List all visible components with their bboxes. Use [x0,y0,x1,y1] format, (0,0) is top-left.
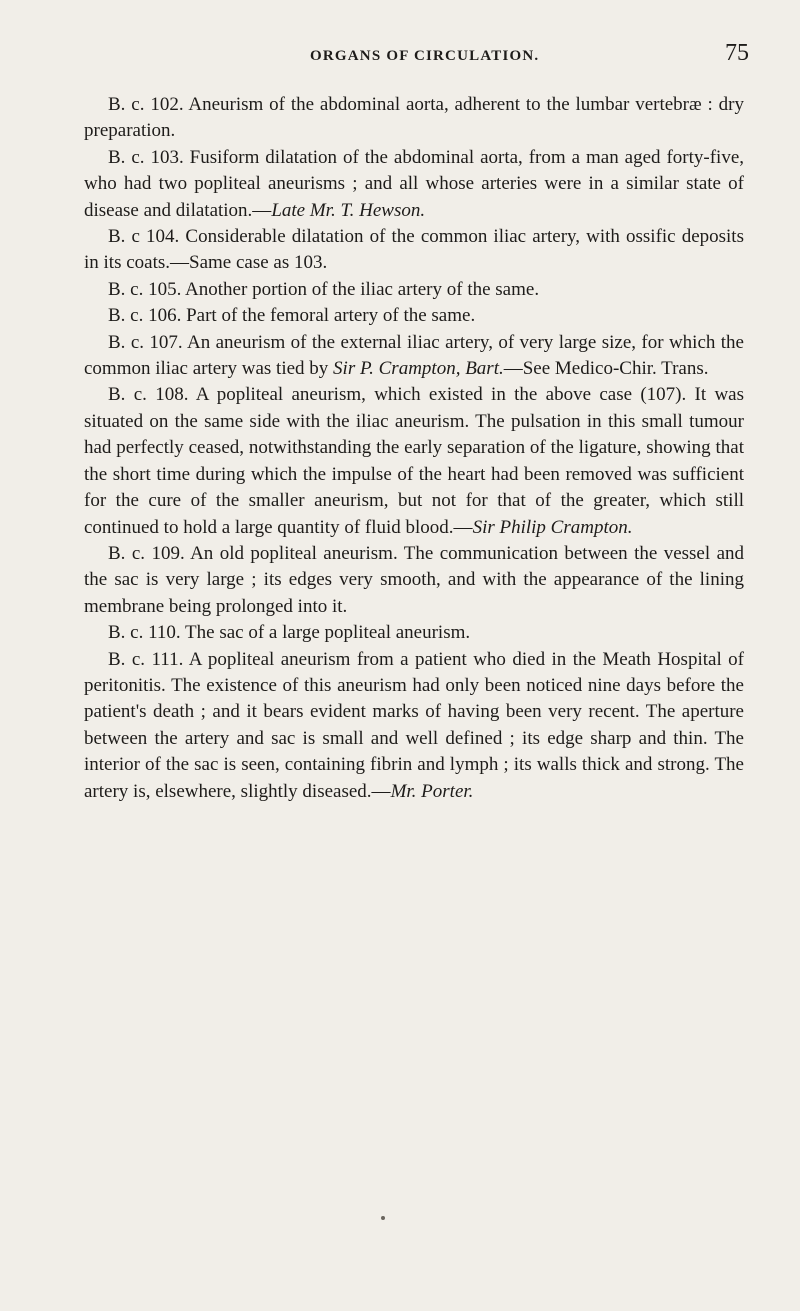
entry-attribution: Sir P. Crampton, Bart. [333,358,504,380]
catalogue-entry-107 [84,330,744,383]
catalogue-entry-102 [84,92,744,145]
catalogue-entry-109 [84,541,744,620]
catalogue-entry-111 [84,647,744,805]
entry-text: B. c. 105. Another portion of the iliac artery of the same. [108,278,540,300]
entry-text: B. c. 102. Aneurism of the abdominal aorta, adherent to the lumbar vertebræ : dry preparation. [84,94,744,142]
catalogue-entry-106 [84,303,744,329]
catalogue-entry-103 [84,145,744,224]
ink-speck [381,1216,385,1220]
catalogue-entry-110 [84,620,744,646]
entry-text: B. c. 110. The sac of a large popliteal aneurism. [108,622,471,644]
entry-text: B. c. 108. A popliteal aneurism, which existed in the above case (107). It was situated on the same side with the iliac aneurism. The pulsation in this small tumour had perfectly ceased, notwithstanding the early separation of the ligature, showing that the short time during which the impulse of the heart had been removed was sufficient for the cure of the smaller aneurism, but not for that of the greater, which still continued to hold a large quantity of fluid blood.— [84,384,744,538]
entry-text: B. c. 109. An old popliteal aneurism. The communication between the vessel and the sac is very large ; its edges very smooth, and with the appearance of the lining membrane being prolonged into it. [84,542,744,617]
page-number: 75 [725,40,749,66]
entry-text: B. c. 103. Fusiform dilatation of the abdominal aorta, from a man aged forty-five, who had two popliteal aneurisms ; and all whose arteries were in a similar state of disease and dilatation.— [84,146,744,221]
entry-attribution: Mr. Porter. [390,780,474,802]
catalogue-entry-105 [84,277,744,303]
entry-attribution: Late Mr. T. Hewson. [271,199,426,221]
running-title: ORGANS OF CIRCULATION. [310,48,540,64]
entry-attribution: Sir Philip Crampton. [472,516,633,538]
catalogue-entry-108 [84,382,744,540]
entry-text: B. c. 107. An aneurism of the external iliac artery, of very large size, for which the common iliac artery was tied by [84,331,744,380]
catalogue-entry-104 [84,224,744,277]
entry-text: B. c 104. Considerable dilatation of the common iliac artery, with ossific deposits in its coats.—Same case as 103. [84,226,744,274]
entry-text: B. c. 111. A popliteal aneurism from a patient who died in the Meath Hospital of peritonitis. The existence of this aneurism had only been noticed nine days before the patient's death ; and it bears evident marks of having been very recent. The aperture between the artery and sac is small and well defined ; its edge sharp and thin. The interior of the sac is seen, containing fibrin and lymph ; its walls thick and strong. The artery is, elsewhere, slightly diseased.— [84,648,744,802]
page-header [0,40,800,70]
entry-text: B. c. 106. Part of the femoral artery of the same. [108,305,476,327]
entry-reference: —See Medico-Chir. Trans. [503,358,709,380]
catalogue-text [84,92,744,805]
